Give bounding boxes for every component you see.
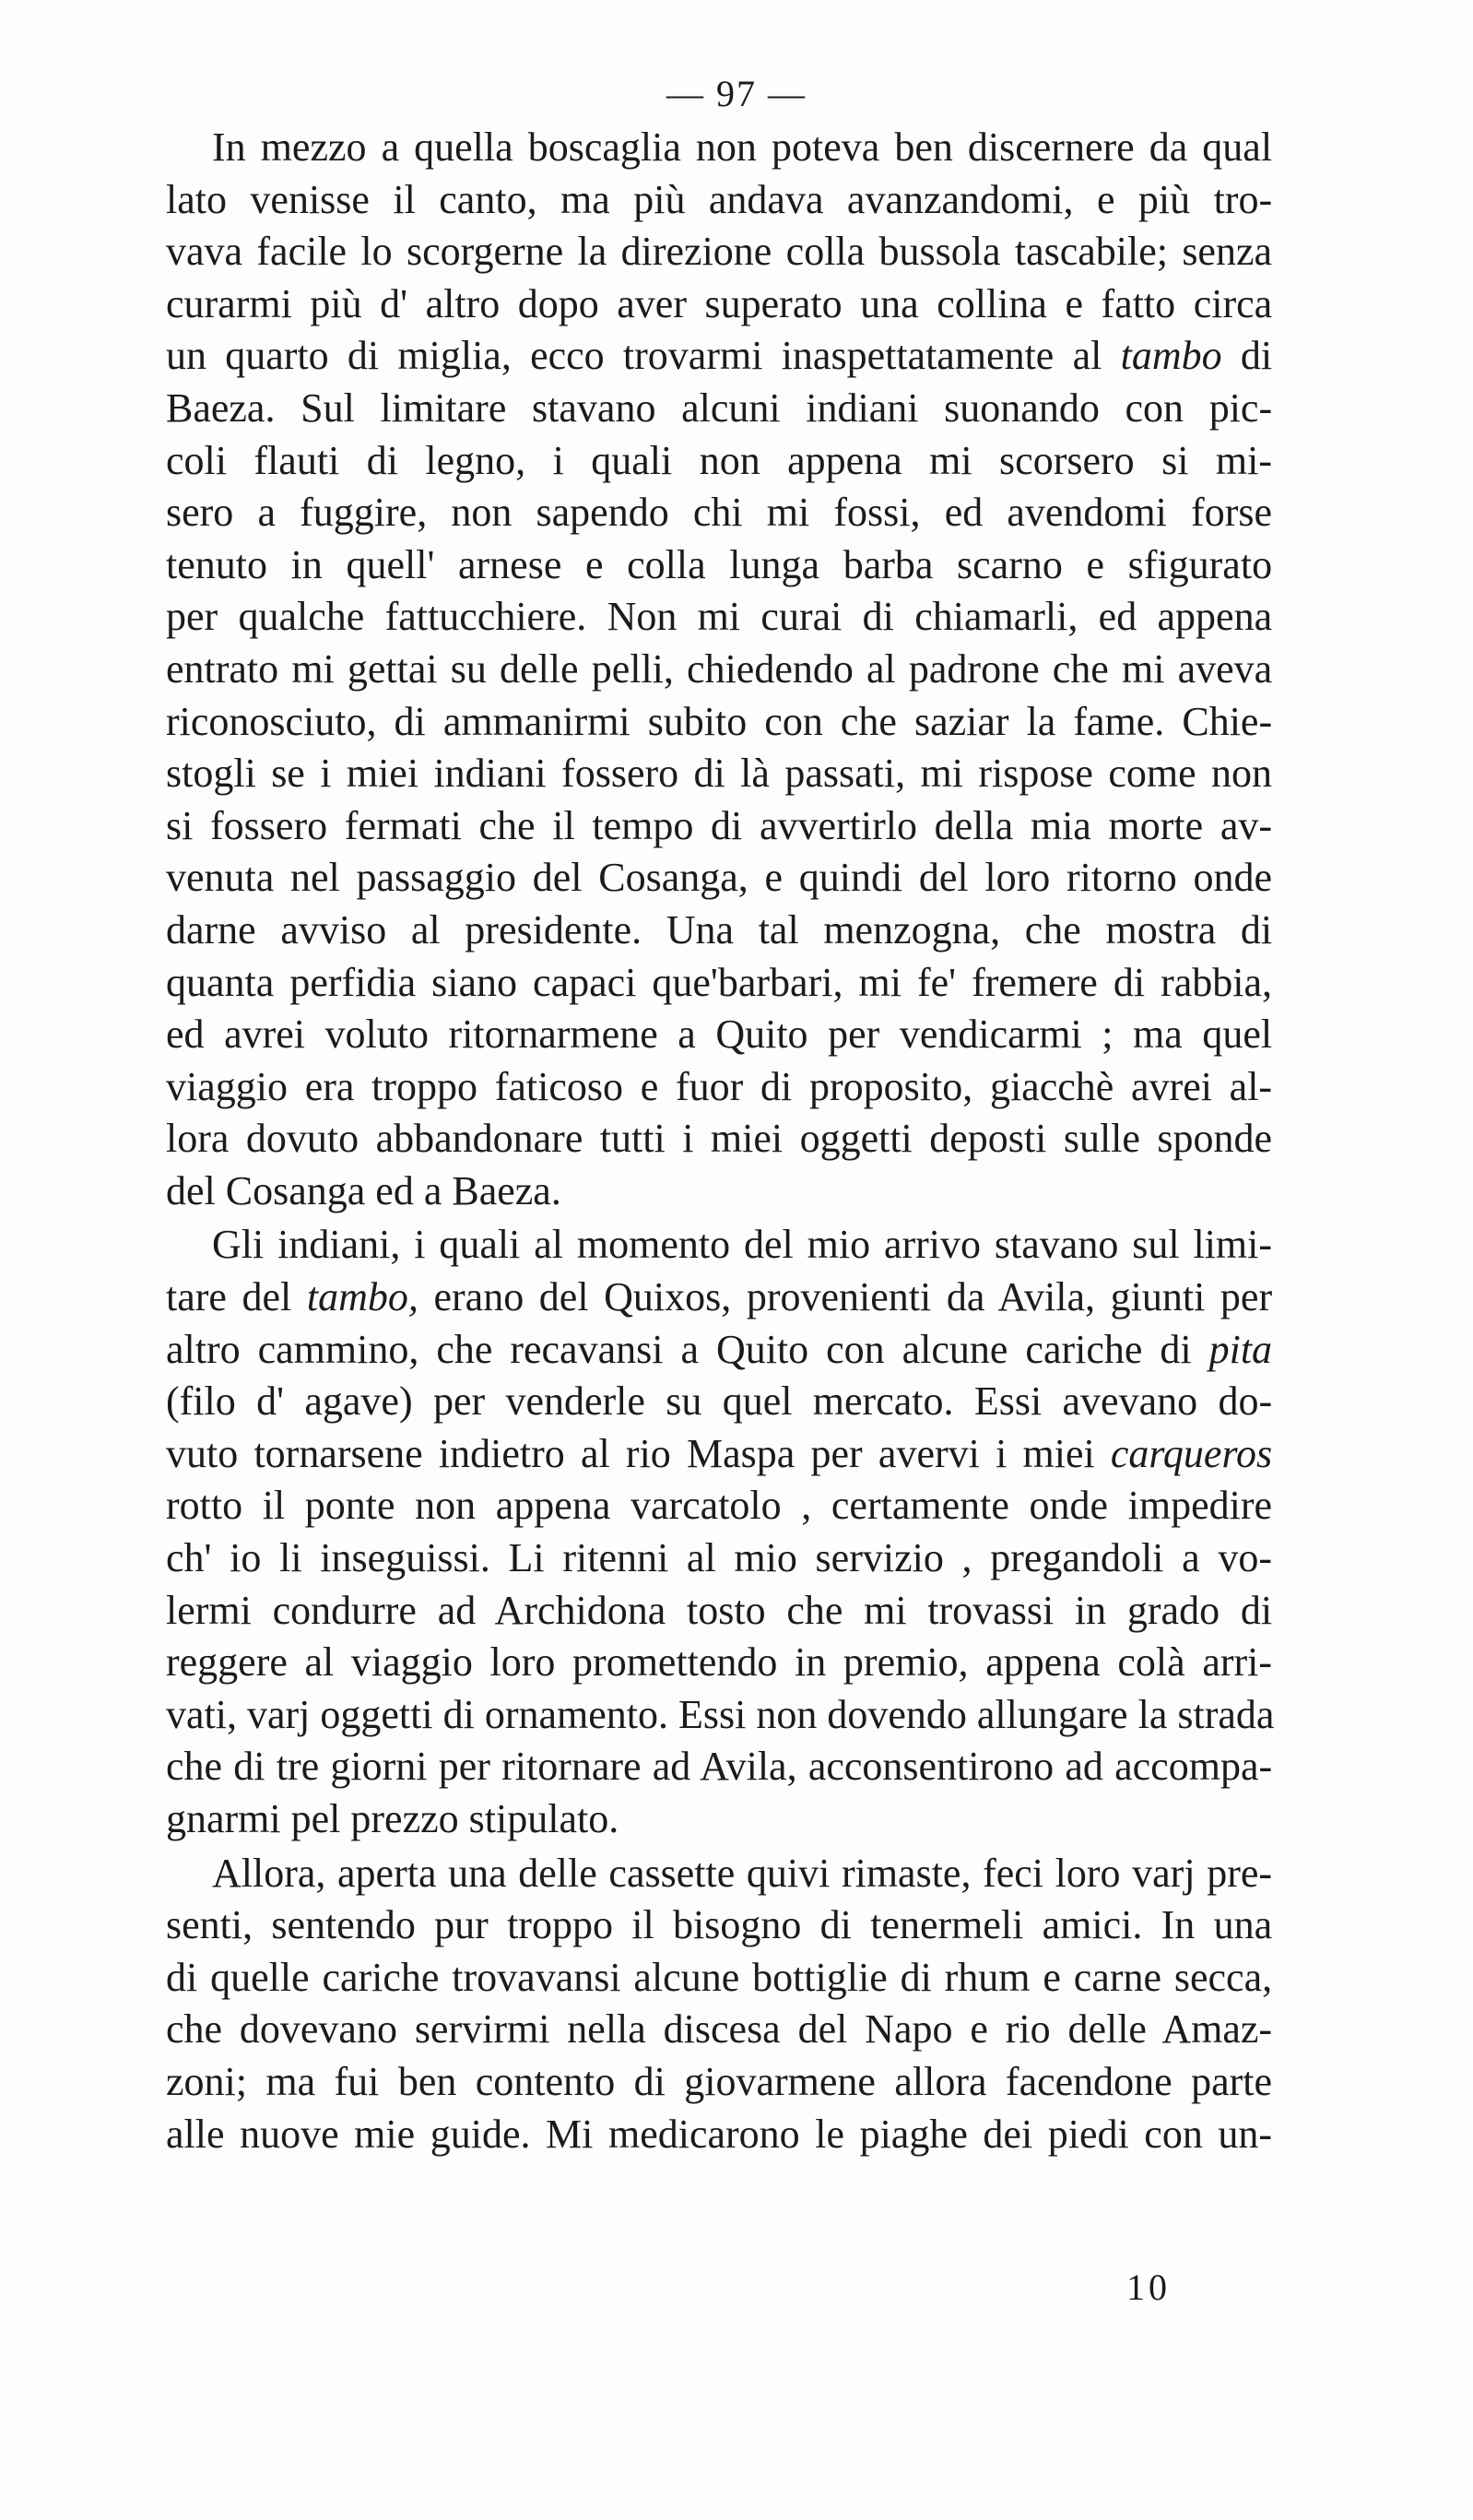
text-line: Baeza. Sul limitare stavano alcuni indiani suonando con pic-	[166, 385, 1273, 431]
text-line: che di tre giorni per ritornare ad Avila, acconsentirono ad accompa-	[166, 1744, 1273, 1790]
body-text	[166, 122, 1275, 2160]
text-line: vava facile lo scorgerne la direzione colla bussola tascabile; senza	[166, 229, 1273, 275]
text-line: vati, varj oggetti di ornamento. Essi non dovendo allungare la strada	[166, 1691, 1275, 1737]
text-line: darne avviso al presidente. Una tal menzogna, che mostra di	[166, 906, 1273, 952]
text-line: un quarto di miglia, ecco trovarmi inaspettatamente al tambo di	[166, 333, 1273, 379]
text-line: lato venisse il canto, ma più andava avanzandomi, e più tro-	[166, 176, 1273, 222]
text-line: altro cammino, che recavansi a Quito con alcune cariche di pita	[166, 1326, 1273, 1372]
text-line: per qualche fattucchiere. Non mi curai di chiamarli, ed appena	[166, 594, 1273, 640]
text-line: coli flauti di legno, i quali non appena mi scorsero si mi-	[166, 437, 1272, 483]
text-line: di quelle cariche trovavansi alcune bottiglie di rhum e carne secca,	[166, 1954, 1273, 2000]
paragraph-1	[166, 122, 1272, 1217]
text-line: sero a fuggire, non sapendo chi mi fossi, ed avendomi forse	[166, 490, 1273, 536]
text-line: tare del tambo, erano del Quixos, provenienti da Avila, giunti per	[166, 1274, 1273, 1320]
page-number: — 97 —	[666, 73, 807, 114]
text-line: ch' io li inseguissi. Li ritenni al mio servizio , pregandoli a vo-	[166, 1535, 1273, 1581]
text-line: rotto il ponte non appena varcatolo , certamente onde impedire	[166, 1483, 1273, 1529]
text-line: curarmi più d' altro dopo aver superato una collina e fatto circa	[166, 280, 1273, 326]
text-line: quanta perfidia siano capaci que'barbari, mi fe' fremere di rabbia,	[166, 959, 1273, 1005]
text-line: gnarmi pel prezzo stipulato.	[166, 1796, 619, 1841]
text-line: zoni; ma fui ben contento di giovarmene allora facendone parte	[166, 2058, 1273, 2104]
text-line: alle nuove mie guide. Mi medicarono le piaghe dei piedi con un-	[166, 2111, 1273, 2157]
text-line: (filo d' agave) per venderle su quel mercato. Essi avevano do-	[166, 1378, 1273, 1425]
text-line: che dovevano servirmi nella discesa del Napo e rio delle Amaz-	[166, 2006, 1273, 2053]
paragraph-3	[166, 1848, 1272, 2161]
text-line: tenuto in quell' arnese e colla lunga barba scarno e sfigurato	[166, 541, 1273, 587]
text-line: del Cosanga ed a Baeza.	[166, 1167, 561, 1213]
paragraph-2	[166, 1219, 1275, 1845]
text-line: lora dovuto abbandonare tutti i miei oggetti deposti sulle sponde	[166, 1116, 1273, 1162]
text-line: ed avrei voluto ritornarmene a Quito per vendicarmi ; ma quel	[166, 1012, 1273, 1058]
text-line: reggere al viaggio loro promettendo in premio, appena colà arri-	[166, 1639, 1273, 1686]
text-line: stogli se i miei indiani fossero di là passati, mi rispose come non	[166, 751, 1273, 797]
text-line: viaggio era troppo faticoso e fuor di proposito, giacchè avrei al-	[166, 1063, 1273, 1109]
text-line: vuto tornarsene indietro al rio Maspa per avervi i miei carqueros	[166, 1430, 1273, 1476]
text-line: Allora, aperta una delle cassette quivi rimaste, feci loro varj pre-	[212, 1850, 1273, 1896]
text-line: entrato mi gettai su delle pelli, chiedendo al padrone che mi aveva	[166, 645, 1273, 692]
text-line: si fossero fermati che il tempo di avvertirlo della mia morte av-	[166, 802, 1272, 848]
text-line: In mezzo a quella boscaglia non poteva ben discernere da qual	[212, 124, 1273, 170]
text-line: Gli indiani, i quali al momento del mio arrivo stavano sul limi-	[212, 1222, 1273, 1268]
text-line: venuta nel passaggio del Cosanga, e quindi del loro ritorno onde	[166, 855, 1273, 901]
signature-mark: 10	[1126, 2266, 1171, 2308]
text-line: senti, sentendo pur troppo il bisogno di tenermeli amici. In una	[166, 1902, 1273, 1948]
text-line: riconosciuto, di ammanirmi subito con che saziar la fame. Chie-	[166, 698, 1273, 744]
text-line: lermi condurre ad Archidona tosto che mi trovassi in grado di	[166, 1587, 1273, 1633]
